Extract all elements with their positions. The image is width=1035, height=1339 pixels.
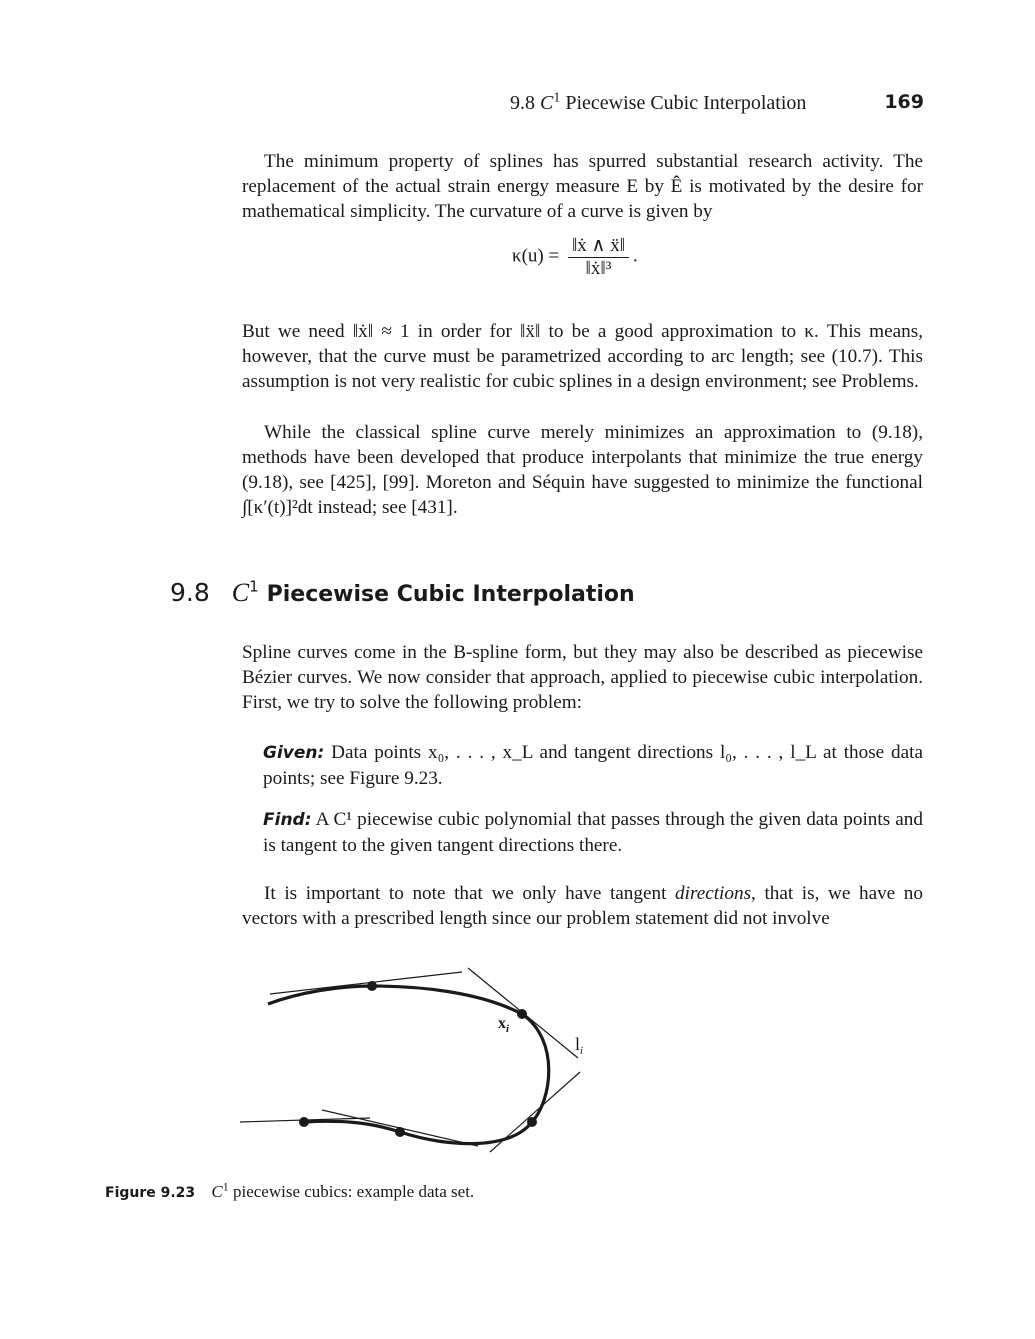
data-point-4 bbox=[395, 1127, 405, 1137]
figure-caption-label: Figure 9.23 bbox=[105, 1185, 196, 1201]
equation-denominator: ‖ẋ‖³ bbox=[585, 258, 612, 279]
figure-caption: Figure 9.23 $C^1$ piecewise cubics: example data set. bbox=[105, 1179, 475, 1201]
running-head-section: 9.8 bbox=[510, 92, 535, 114]
label-xi: $x_i$ bbox=[498, 1015, 510, 1035]
emphasis-directions: directions bbox=[675, 883, 752, 904]
section-title: Piecewise Cubic Interpolation bbox=[266, 582, 635, 607]
data-point-5 bbox=[299, 1117, 309, 1127]
intro-paragraph-1: The minimum property of splines has spurred substantial research activity. The replacement of the actual strain energy measure E by Ê is motivated by the desire for mathematical simplicity. The curvature of a curve is given by bbox=[242, 151, 923, 222]
section-heading: 9.8 $C^1$ Piecewise Cubic Interpolation bbox=[170, 577, 635, 607]
section-paragraph-2: It is important to note that we only have tangent directions, that is, we have no vectors with a prescribed length since our problem statement did not involve bbox=[242, 883, 923, 929]
section-paragraph-1: Spline curves come in the B-spline form, but they may also be described as piecewise Bézier curves. We now consider that approach, applied to piecewise cubic interpolation. First, we try to solve the following problem: bbox=[242, 642, 923, 713]
section-number: 9.8 bbox=[170, 578, 210, 607]
data-point-3 bbox=[527, 1117, 537, 1127]
running-head: 9.8 $C^1$ Piecewise Cubic Interpolation 169 bbox=[510, 90, 924, 114]
data-point-2 bbox=[517, 1009, 527, 1019]
find-text: A C¹ piecewise cubic polynomial that passes through the given data points and is tangent to the given tangent directions there. bbox=[263, 809, 923, 856]
figure-9-23 bbox=[240, 960, 620, 1164]
equation-numerator: ‖ẋ ∧ ẍ‖ bbox=[568, 234, 629, 258]
figure-caption-text: piecewise cubics: example data set. bbox=[232, 1182, 475, 1201]
page-number: 169 bbox=[884, 91, 924, 113]
equation-lhs: κ(u) = bbox=[512, 245, 560, 267]
data-point-1 bbox=[367, 981, 377, 991]
find-label: Find: bbox=[263, 810, 312, 830]
figure-diagram bbox=[240, 960, 620, 1160]
given-label: Given: bbox=[263, 743, 325, 763]
intro-paragraph-2: But we need ‖ẋ‖ ≈ 1 in order for ‖ẍ‖ to be a good approximation to κ. This means, however, that the curve must be parametrized according to arc length; see (10.7). This assumption is not very realistic for cubic splines in a design environment; see Problems. bbox=[242, 321, 923, 392]
find-statement bbox=[263, 807, 923, 858]
intro-paragraph-3: While the classical spline curve merely minimizes an approximation to (9.18), methods have been developed that produce interpolants that minimize the true energy (9.18), see [425], [99]. Moreton and Séquin have suggested to minimize the functional ∫[κ′(t)]²dt instead; see [431]. bbox=[242, 422, 923, 518]
given-statement bbox=[263, 740, 923, 791]
given-text: Data points x₀, . . . , x_L and tangent directions l₀, . . . , l_L at those data points; see Figure 9.23. bbox=[263, 742, 924, 789]
label-li: $l_i$ bbox=[575, 1034, 584, 1057]
running-head-title: Piecewise Cubic Interpolation bbox=[565, 92, 807, 114]
curvature-equation: κ(u) = $\frac{\text{‖ẋ ∧ ẍ‖}}{\text{‖ẋ‖³}}$ . bbox=[512, 235, 638, 279]
